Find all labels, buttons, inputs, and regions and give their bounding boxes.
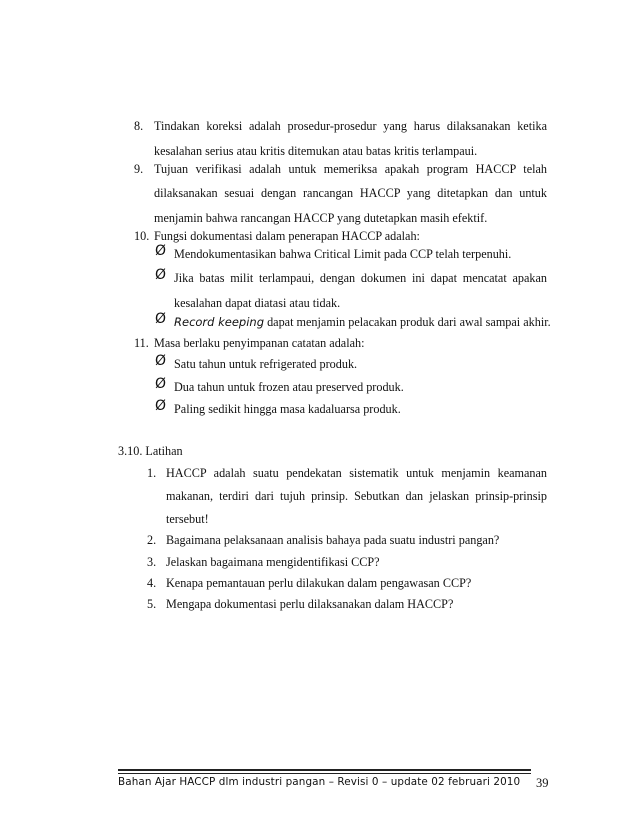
list-number: 11. — [134, 336, 149, 350]
footer-divider — [118, 773, 531, 774]
bullet-arrow-icon: Ø — [155, 243, 167, 259]
list-item-text: Tindakan koreksi adalah prosedur-prosedur yang harus dilaksanakan ketika — [154, 119, 547, 133]
exercise-text: makanan, terdiri dari tujuh prinsip. Sebutkan dan jelaskan prinsip-prinsip — [166, 489, 547, 503]
list-item-text: Tujuan verifikasi adalah untuk memeriksa apakah program HACCP telah — [154, 162, 547, 176]
exercise-text: tersebut! — [166, 512, 209, 526]
exercise-number: 5. — [147, 597, 157, 611]
list-item-text: Masa berlaku penyimpanan catatan adalah: — [154, 336, 365, 350]
bullet-item-text: Dua tahun untuk frozen atau preserved produk. — [174, 380, 404, 394]
bullet-arrow-icon: Ø — [155, 353, 167, 369]
bullet-item-text: Jika batas milit terlampaui, dengan dokumen ini dapat mencatat apakan — [174, 271, 547, 285]
exercise-text: Bagaimana pelaksanaan analisis bahaya pada suatu industri pangan? — [166, 533, 500, 547]
section-heading: 3.10. Latihan — [118, 444, 183, 458]
footer-text: Bahan Ajar HACCP dlm industri pangan – Revisi 0 – update 02 februari 2010 — [118, 776, 521, 788]
record-keeping-term: Record keeping — [174, 315, 265, 329]
bullet-item-rest: dapat menjamin pelacakan produk dari awal sampai akhir. — [264, 315, 551, 329]
exercise-text: Kenapa pemantauan perlu dilakukan dalam pengawasan CCP? — [166, 576, 472, 590]
list-item-text: kesalahan serius atau kritis ditemukan atau batas kritis terlampaui. — [154, 144, 478, 158]
list-number: 10. — [134, 229, 150, 243]
list-item-text: menjamin bahwa rancangan HACCP yang dutetapkan masih efektif. — [154, 211, 488, 225]
exercise-number: 4. — [147, 576, 157, 590]
bullet-item-text: Paling sedikit hingga masa kadaluarsa produk. — [174, 402, 401, 416]
bullet-item-text — [174, 315, 551, 330]
exercise-text: HACCP adalah suatu pendekatan sistematik untuk menjamin keamanan — [166, 466, 547, 480]
exercise-text: Mengapa dokumentasi perlu dilaksanakan dalam HACCP? — [166, 597, 454, 611]
list-number: 8. — [134, 119, 144, 133]
bullet-item-text: Satu tahun untuk refrigerated produk. — [174, 357, 358, 371]
bullet-item-text: Mendokumentasikan bahwa Critical Limit pada CCP telah terpenuhi. — [174, 247, 512, 261]
footer-divider — [118, 769, 531, 771]
list-item-text: dilaksanakan sesuai dengan rancangan HACCP yang ditetapkan dan untuk — [154, 186, 547, 200]
bullet-arrow-icon: Ø — [155, 311, 167, 327]
bullet-arrow-icon: Ø — [155, 398, 167, 414]
exercise-text: Jelaskan bagaimana mengidentifikasi CCP? — [166, 555, 380, 569]
bullet-arrow-icon: Ø — [155, 376, 167, 392]
bullet-arrow-icon: Ø — [155, 267, 167, 283]
page-number: 39 — [536, 776, 549, 790]
exercise-number: 2. — [147, 533, 157, 547]
bullet-item-text: kesalahan dapat diatasi atau tidak. — [174, 296, 341, 310]
list-item-text: Fungsi dokumentasi dalam penerapan HACCP adalah: — [154, 229, 420, 243]
list-number: 9. — [134, 162, 144, 176]
exercise-number: 3. — [147, 555, 157, 569]
exercise-number: 1. — [147, 466, 157, 480]
